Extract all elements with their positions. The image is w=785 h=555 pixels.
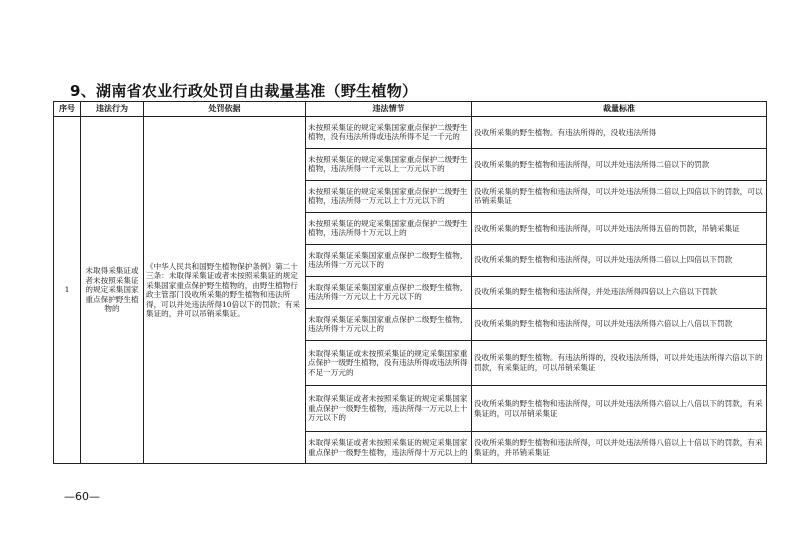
standard-cell: 没收所采集的野生植物和违法所得，并处违法所得四倍以上六倍以下罚款 — [472, 276, 767, 308]
situation-cell: 未取得采集证采集国家重点保护二级野生植物，违法所得十万元以上的 — [306, 308, 472, 340]
page-title: 9、湖南省农业行政处罚自由裁量基准（野生植物） — [70, 82, 418, 100]
situation-cell: 未取得采集证或未按照采集证的规定采集国家重点保护一级野生植物，没有违法所得或违法所得不足一万元的 — [306, 340, 472, 386]
situation-cell: 未按照采集证的规定采集国家重点保护二级野生植物，违法所得一万元以上十万元以下的 — [306, 180, 472, 212]
situation-cell: 未取得采集证采集国家重点保护二级野生植物，违法所得一万元以上十万元以下的 — [306, 276, 472, 308]
standard-cell: 没收所采集的野生植物和违法所得，可以并处违法所得八倍以上十倍以下的罚款，有采集证的，并吊销采集证 — [472, 432, 767, 464]
violation-act-cell: 未取得采集证或者未按照采集证的规定采集国家重点保护野生植物的 — [81, 117, 144, 464]
table-row — [54, 117, 767, 149]
standard-cell: 没收所采集的野生植物。有违法所得的，没收违法所得 — [472, 117, 767, 149]
header-seq: 序号 — [54, 102, 81, 117]
standard-cell: 没收所采集的野生植物和违法所得，可以并处违法所得六倍以上八倍以下罚款 — [472, 308, 767, 340]
table-header-row — [54, 102, 767, 117]
situation-cell: 未按照采集证的规定采集国家重点保护二级野生植物，没有违法所得或违法所得不足一千元的 — [306, 117, 472, 149]
situation-cell: 未取得采集证或者未按照采集证的规定采集国家重点保护一级野生植物，违法所得一万元以上十万元以下的 — [306, 386, 472, 432]
situation-cell: 未按照采集证的规定采集国家重点保护二级野生植物，违法所得一千元以上一万元以下的 — [306, 148, 472, 180]
standard-cell: 没收所采集的野生植物和违法所得，可以并处违法所得二倍以上四倍以下的罚款，可以吊销采集证 — [472, 180, 767, 212]
standard-cell: 没收所采集的野生植物和违法所得，可以并处违法所得五倍的罚款，吊销采集证 — [472, 212, 767, 244]
situation-cell: 未按照采集证的规定采集国家重点保护二级野生植物，违法所得十万元以上的 — [306, 212, 472, 244]
penalty-table — [53, 101, 767, 464]
page-number: —60— — [64, 490, 100, 503]
seq-cell: 1 — [54, 117, 81, 464]
header-act: 违法行为 — [81, 102, 144, 117]
penalty-basis-cell: 《中华人民共和国野生植物保护条例》第二十三条：未取得采集证或者未按照采集证的规定采集国家重点保护野生植物的，由野生植物行政主管部门没收所采集的野生植物和违法所得，可以并处违法所得10倍以下的罚款；有采集证的，并可以吊销采集证。 — [144, 117, 306, 464]
situation-cell: 未取得采集证或者未按照采集证的规定采集国家重点保护一级野生植物，违法所得十万元以上的 — [306, 432, 472, 464]
standard-cell: 没收所采集的野生植物和违法所得，可以并处违法所得六倍以上八倍以下的罚款，有采集证的，可以吊销采集证 — [472, 386, 767, 432]
standard-cell: 没收所采集的野生植物和违法所得，可以并处违法所得二倍以下的罚款 — [472, 148, 767, 180]
situation-cell: 未取得采集证采集国家重点保护二级野生植物，违法所得一万元以下的 — [306, 244, 472, 276]
header-standard: 裁量标准 — [472, 102, 767, 117]
header-basis: 处罚依据 — [144, 102, 306, 117]
header-situation: 违法情节 — [306, 102, 472, 117]
standard-cell: 没收所采集的野生植物和违法所得，可以并处违法所得二倍以上四倍以下罚款 — [472, 244, 767, 276]
standard-cell: 没收所采集的野生植物。有违法所得的，没收违法所得，可以并处违法所得六倍以下的罚款，有采集证的，可以吊销采集证 — [472, 340, 767, 386]
